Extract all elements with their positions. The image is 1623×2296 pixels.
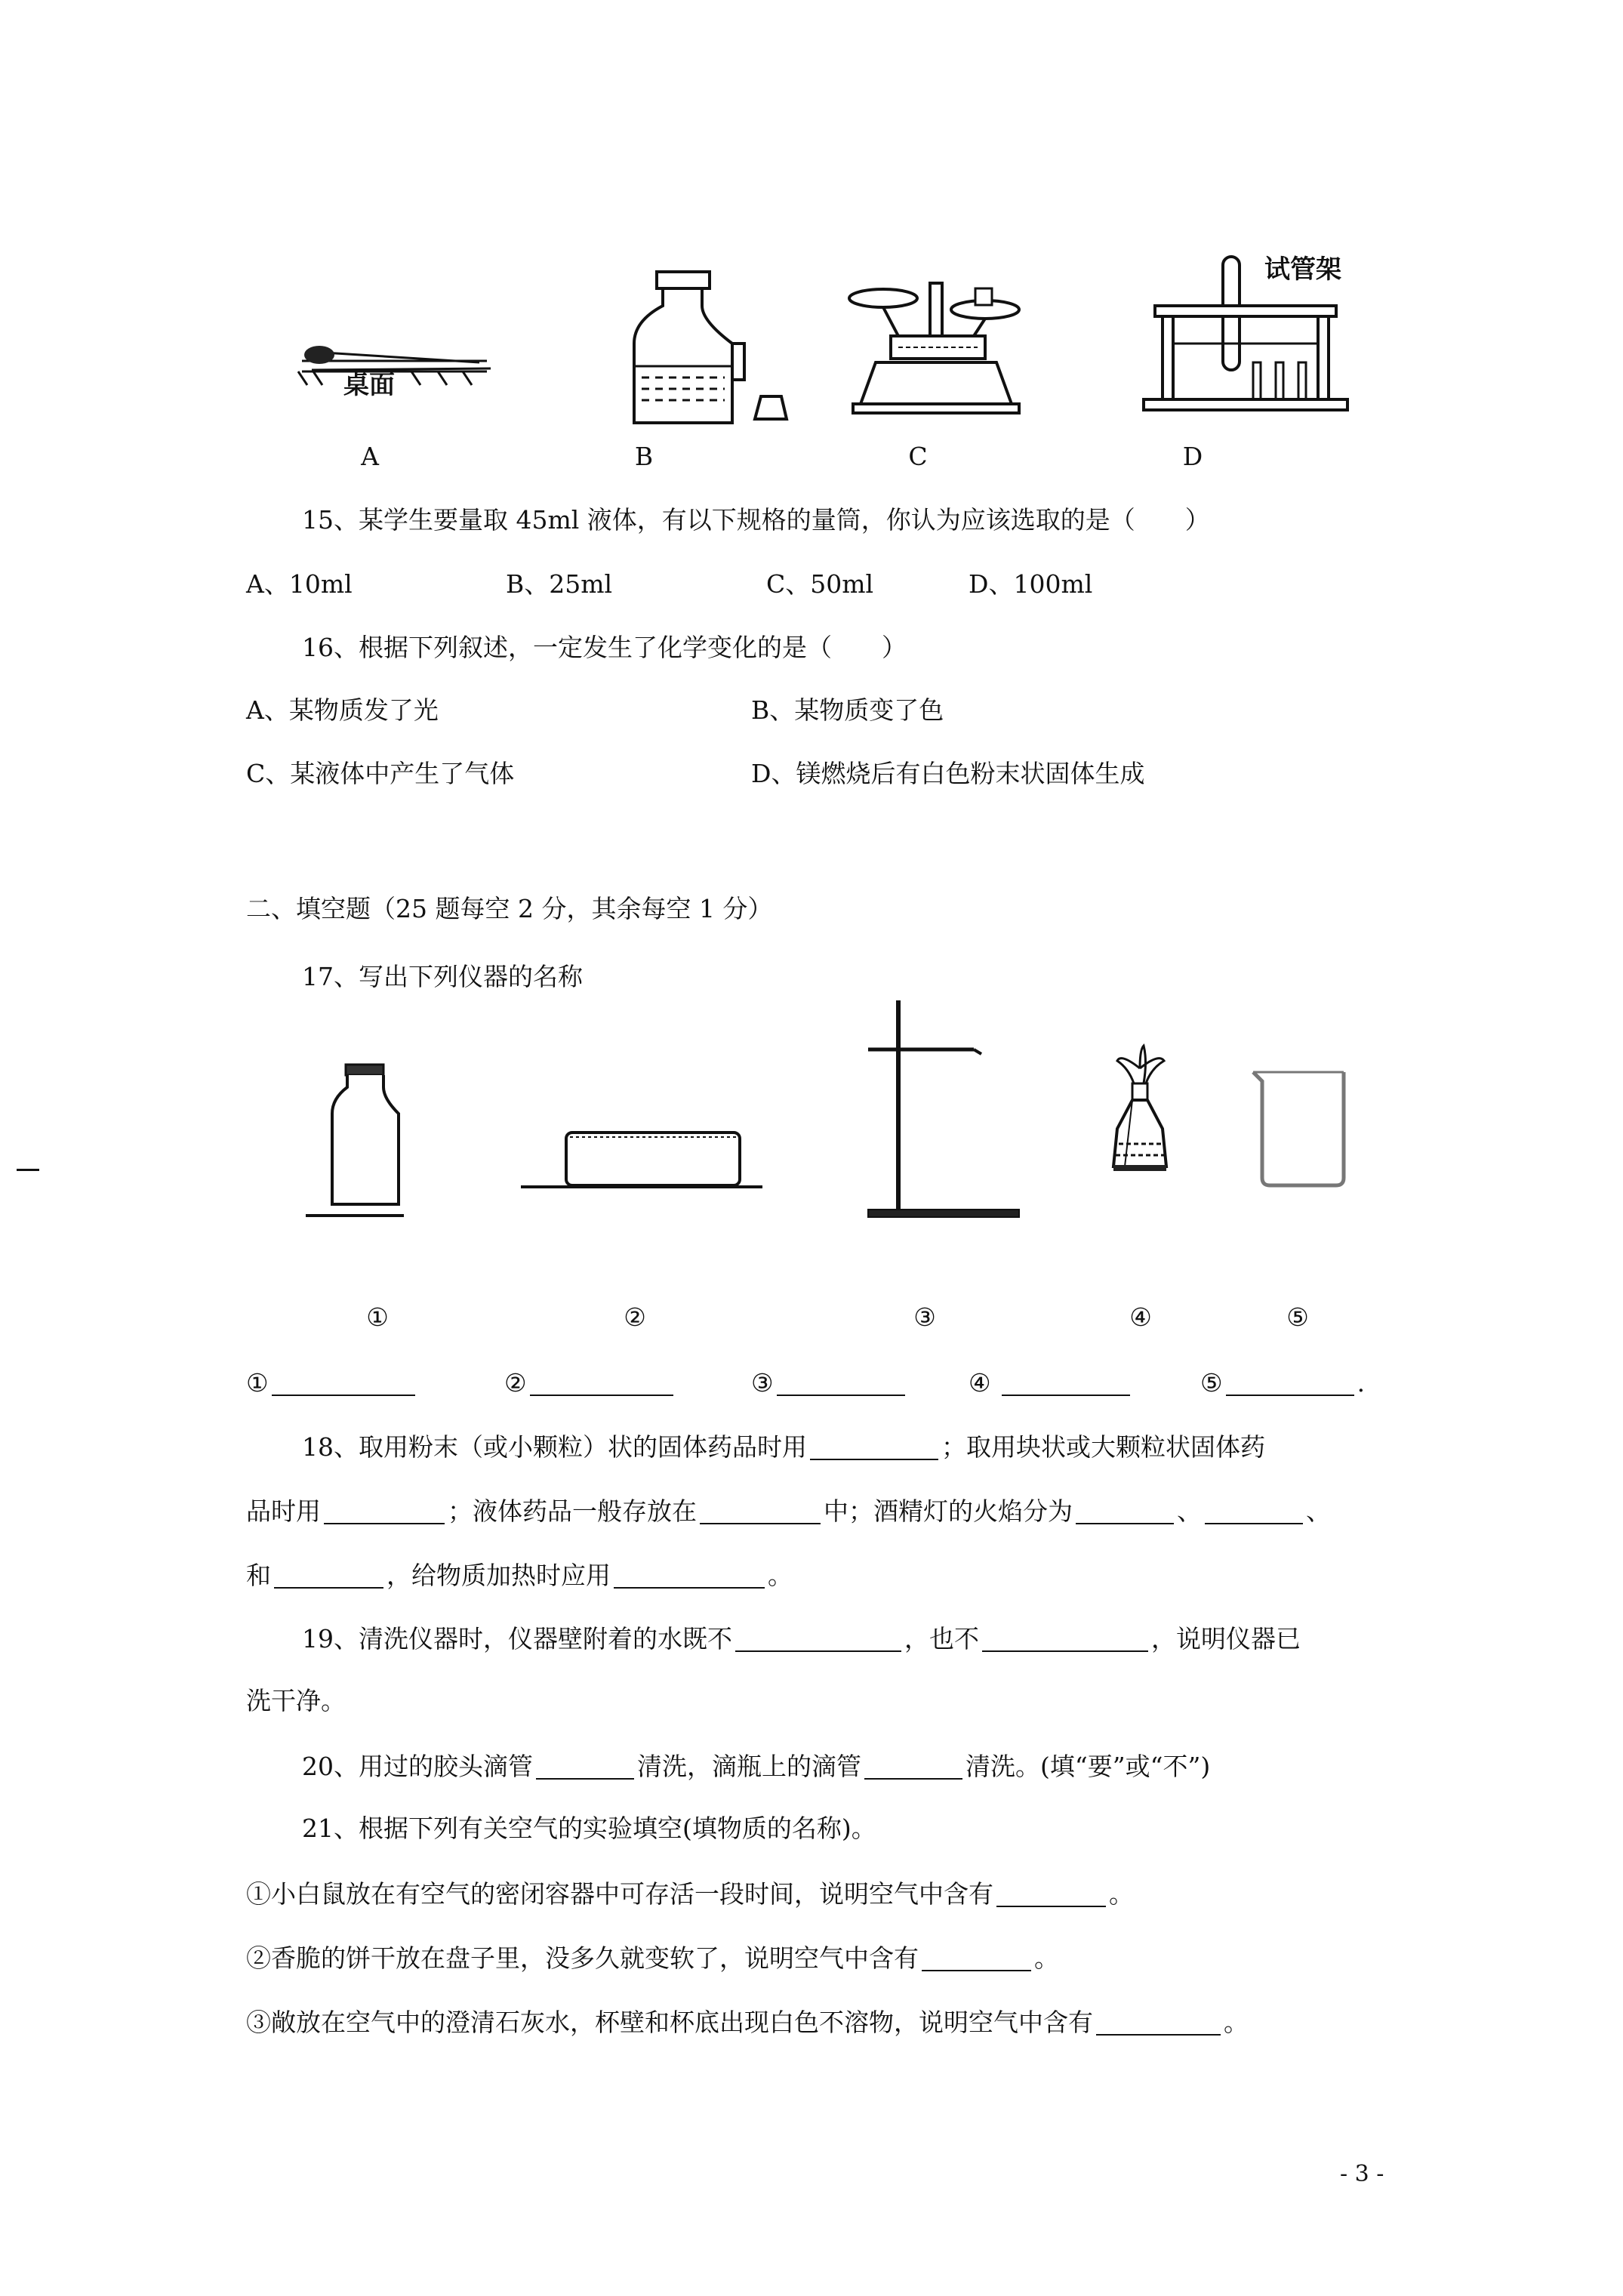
rack-label: 试管架 (1264, 254, 1341, 285)
q19-blank-2[interactable] (982, 1625, 1148, 1652)
q16-option-d: D、镁燃烧后有白色粉末状固体生成 (751, 759, 1145, 788)
q18-line-1 (302, 1433, 1265, 1460)
q17-blank-3[interactable] (777, 1369, 905, 1396)
q18-line-3 (246, 1561, 793, 1589)
q17-stem: 17、写出下列仪器的名称 (302, 962, 583, 991)
q21-blank-2[interactable] (922, 1944, 1031, 1971)
section-title: 二、填空题（25 题每空 2 分，其余每空 1 分） (246, 894, 773, 923)
q21-item-2-text: ②香脆的饼干放在盘子里，没多久就变软了，说明空气中含有 (246, 1943, 919, 1973)
q20-blank-1[interactable] (536, 1752, 634, 1780)
q19-text-1a: 19、清洗仪器时，仪器壁附着的水既不 (302, 1624, 732, 1653)
q17-answer-5-wrap (1200, 1369, 1365, 1396)
q21-stem: 21、根据下列有关空气的实验填空(填物质的名称)。 (302, 1814, 876, 1843)
wide-mouth-bottle-figure (302, 1057, 408, 1219)
q18-text-1a: 18、取用粉末（或小颗粒）状的固体药品时用 (302, 1432, 807, 1462)
q20-text-b: 清洗，滴瓶上的滴管 (637, 1752, 861, 1781)
q18-text-3b: ，给物质加热时应用 (387, 1561, 611, 1590)
q21-blank-1[interactable] (996, 1880, 1106, 1907)
q18-text-2a: 品时用 (246, 1496, 321, 1526)
q18-text-3c: 。 (768, 1561, 793, 1590)
q18-blank-6[interactable] (274, 1561, 383, 1589)
reagent-bottle-figure (627, 268, 808, 430)
q18-text-3a: 和 (246, 1561, 271, 1590)
q16-option-c: C、某液体中产生了气体 (246, 759, 515, 788)
q17-answer-label-4: ④ (969, 1368, 991, 1398)
q15-option-b: B、25ml (506, 569, 613, 599)
figure-label-c: C (908, 442, 928, 471)
desk-label: 桌面 (343, 370, 395, 400)
q21-item-3 (246, 2008, 1249, 2036)
figure-label-d: D (1182, 442, 1203, 471)
q18-text-2b: ；液体药品一般存放在 (448, 1496, 697, 1526)
q21-item-3-end: 。 (1224, 2008, 1249, 2037)
q17-blank-5[interactable] (1226, 1369, 1354, 1396)
q17-answer-3-wrap (751, 1369, 908, 1396)
q17-figure-label-5: ⑤ (1286, 1302, 1309, 1332)
q18-blank-1[interactable] (810, 1433, 938, 1460)
q16-option-a: A、某物质发了光 (246, 695, 439, 725)
q18-blank-3[interactable] (700, 1497, 821, 1524)
q20-line (302, 1752, 1210, 1780)
q15-option-a: A、10ml (246, 569, 353, 599)
q19-line-1 (302, 1625, 1301, 1652)
q17-end-mark: . (1357, 1368, 1366, 1398)
iron-stand-figure (861, 997, 1034, 1223)
q21-item-2 (246, 1944, 1059, 1971)
match-on-desk-figure (298, 317, 498, 423)
q15-stem: 15、某学生要量取 45ml 液体，有以下规格的量筒，你认为应该选取的是（ ） (302, 505, 1210, 535)
q17-figure-label-4: ④ (1129, 1302, 1152, 1332)
q17-answer-4-wrap (969, 1369, 1133, 1396)
q17-answer-row (246, 1369, 418, 1396)
q19-text-1b: ，也不 (904, 1624, 979, 1653)
q18-line-2 (246, 1497, 1331, 1524)
q19-line-2: 洗干净。 (246, 1686, 346, 1715)
q16-option-b: B、某物质变了色 (751, 695, 944, 725)
q15-option-d: D、100ml (969, 569, 1093, 599)
q17-answer-label-5: ⑤ (1200, 1368, 1223, 1398)
q18-blank-4[interactable] (1076, 1497, 1174, 1524)
q18-text-2c: 中；酒精灯的火焰分为 (824, 1496, 1073, 1526)
alcohol-lamp-figure (1102, 1046, 1178, 1185)
q17-blank-1[interactable] (272, 1369, 415, 1396)
q17-blank-2[interactable] (530, 1369, 673, 1396)
q17-blank-4[interactable] (1002, 1369, 1130, 1396)
q21-item-3-text: ③敞放在空气中的澄清石灰水，杯壁和杯底出现白色不溶物，说明空气中含有 (246, 2008, 1093, 2037)
q17-figure-label-3: ③ (913, 1302, 936, 1332)
q19-text-1c: ，说明仪器已 (1151, 1624, 1301, 1653)
q19-blank-1[interactable] (735, 1625, 901, 1652)
q20-text-c: 清洗。(填“要”或“不”) (965, 1752, 1211, 1781)
q21-item-2-end: 。 (1034, 1943, 1059, 1973)
margin-mark (17, 1169, 39, 1171)
q21-item-1 (246, 1880, 1134, 1907)
q15-option-c: C、50ml (766, 569, 874, 599)
q17-answer-2-wrap (504, 1369, 676, 1396)
q18-blank-5[interactable] (1205, 1497, 1303, 1524)
q18-blank-2[interactable] (324, 1497, 445, 1524)
q18-text-1b: ；取用块状或大颗粒状固体药 (941, 1432, 1265, 1462)
q17-answer-label-3: ③ (751, 1368, 774, 1398)
q17-figure-label-2: ② (624, 1302, 646, 1332)
q17-figure-label-1: ① (366, 1302, 389, 1332)
q21-blank-3[interactable] (1096, 2008, 1221, 2036)
q20-blank-2[interactable] (864, 1752, 962, 1780)
balance-figure (845, 272, 1030, 415)
page-number: - 3 - (1340, 2161, 1384, 2187)
q17-answer-label-2: ② (504, 1368, 527, 1398)
q18-text-2e: 、 (1306, 1496, 1331, 1526)
figure-label-a: A (361, 442, 379, 471)
q21-item-1-end: 。 (1109, 1879, 1134, 1909)
beaker-figure (1246, 1065, 1359, 1193)
water-trough-figure (517, 1117, 766, 1200)
figure-label-b: B (634, 442, 654, 471)
q21-item-1-text: ①小白鼠放在有空气的密闭容器中可存活一段时间，说明空气中含有 (246, 1879, 993, 1909)
q16-stem: 16、根据下列叙述，一定发生了化学变化的是（ ） (302, 633, 907, 662)
q18-text-2d: 、 (1177, 1496, 1202, 1526)
q18-blank-7[interactable] (614, 1561, 765, 1589)
q20-text-a: 20、用过的胶头滴管 (302, 1752, 533, 1781)
q17-answer-label-1: ① (246, 1368, 269, 1398)
